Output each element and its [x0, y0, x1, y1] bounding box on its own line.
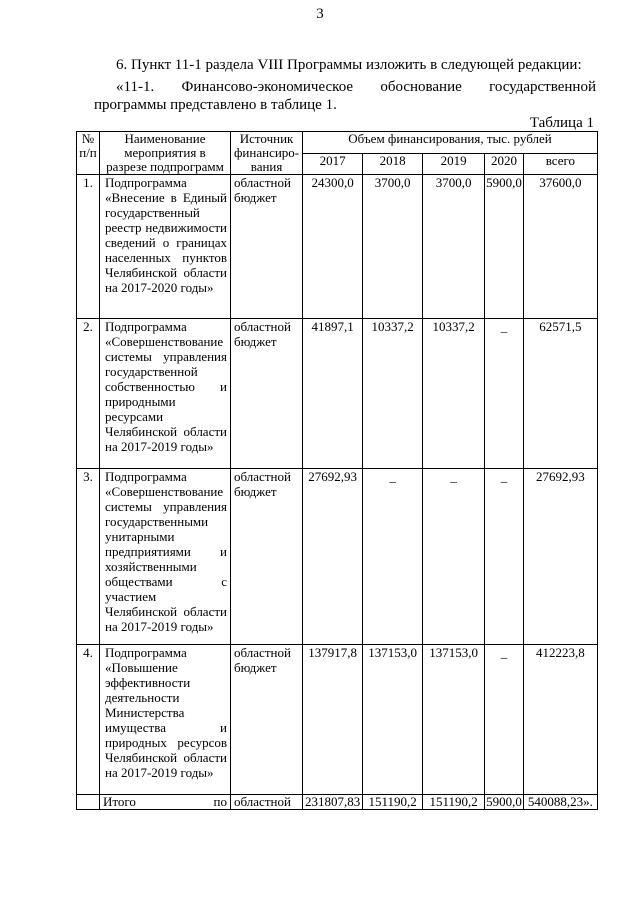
row-name: Подпрограмма «Совершенствование системы управления государственной собственностью и природными ресурсами Челябинской области на 2017-2019 годы»	[100, 319, 231, 469]
total-num	[77, 795, 100, 810]
row-num: 1.	[77, 175, 100, 319]
header-volume: Объем финансирования, тыс. рублей	[303, 132, 598, 154]
heading-word: обоснование	[380, 79, 462, 95]
row-num: 4.	[77, 645, 100, 795]
total-value: 151190,2	[423, 795, 485, 810]
row-name: Подпрограмма «Совершенствование системы управления государственными унитарными предприятиями и хозяйственными обществами с участием Челябинской области на 2017-2019 годы»	[100, 469, 231, 645]
row-name: Подпрограмма «Повышение эффективности деятельности Министерства имущества и природных ресурсов Челябинской области на 2017-2019 годы»	[100, 645, 231, 795]
row-num: 2.	[77, 319, 100, 469]
financing-table	[76, 131, 598, 810]
row-value: _	[363, 469, 423, 645]
header-year: 2020	[485, 153, 524, 175]
header-year: 2019	[423, 153, 485, 175]
intro-paragraph: 6. Пункт 11-1 раздела VIII Программы изложить в следующей редакции:	[116, 57, 582, 73]
heading-line-1	[94, 78, 596, 96]
header-name: Наименование мероприятия в разрезе подпрограмм	[100, 132, 231, 175]
row-value: 412223,8	[523, 645, 597, 795]
header-year: 2017	[303, 153, 363, 175]
header-row	[77, 132, 598, 154]
row-value: _	[423, 469, 485, 645]
row-value: 137153,0	[363, 645, 423, 795]
header-year: 2018	[363, 153, 423, 175]
total-value: 5900,0	[486, 794, 522, 809]
row-value: 3700,0	[423, 175, 485, 319]
row-value: 10337,2	[423, 319, 485, 469]
row-value: _	[485, 645, 524, 795]
heading-word: «11-1.	[116, 79, 155, 95]
row-name: Подпрограмма «Внесение в Единый государственный реестр недвижимости сведений о границах населенных пунктов Челябинской области на 2017-2020 годы»	[100, 175, 231, 319]
row-value: 41897,1	[303, 319, 363, 469]
row-source: областной бюджет	[231, 319, 303, 469]
row-value: 62571,5	[523, 319, 597, 469]
total-value: 151190,2	[363, 795, 423, 810]
heading-word: Финансово-экономическое	[181, 79, 354, 95]
page-number: 3	[316, 6, 324, 22]
row-value: 137917,8	[303, 645, 363, 795]
row-value: 3700,0	[363, 175, 423, 319]
heading-paragraph	[94, 78, 596, 114]
row-source: областной бюджет	[231, 175, 303, 319]
row-source: областной бюджет	[231, 469, 303, 645]
row-value: _	[485, 319, 524, 469]
header-total: всего	[523, 153, 597, 175]
total-value: 231807,83	[303, 795, 363, 810]
table-caption: Таблица 1	[529, 115, 594, 131]
heading-word: государственной	[489, 79, 596, 95]
row-source: областной бюджет	[231, 645, 303, 795]
total-value: 540088,23».	[523, 795, 597, 810]
total-source: областной	[231, 795, 303, 810]
total-row	[77, 795, 598, 810]
table-row	[77, 175, 598, 319]
row-value: 24300,0	[303, 175, 363, 319]
row-value: 137153,0	[423, 645, 485, 795]
table-row	[77, 469, 598, 645]
table-row	[77, 319, 598, 469]
row-value: 27692,93	[303, 469, 363, 645]
table-row	[77, 645, 598, 795]
total-label: Итого	[103, 794, 136, 809]
row-value: 5900,0	[485, 175, 524, 319]
heading-line-2: программы представлено в таблице 1.	[94, 97, 337, 113]
total-name	[100, 795, 231, 810]
header-source: Источник финансиро-вания	[231, 132, 303, 175]
total-label-suffix: по	[213, 794, 227, 809]
row-num: 3.	[77, 469, 100, 645]
row-value: _	[485, 469, 524, 645]
row-value: 37600,0	[523, 175, 597, 319]
header-num: № п/п	[77, 132, 100, 175]
row-value: 27692,93	[523, 469, 597, 645]
row-value: 10337,2	[363, 319, 423, 469]
